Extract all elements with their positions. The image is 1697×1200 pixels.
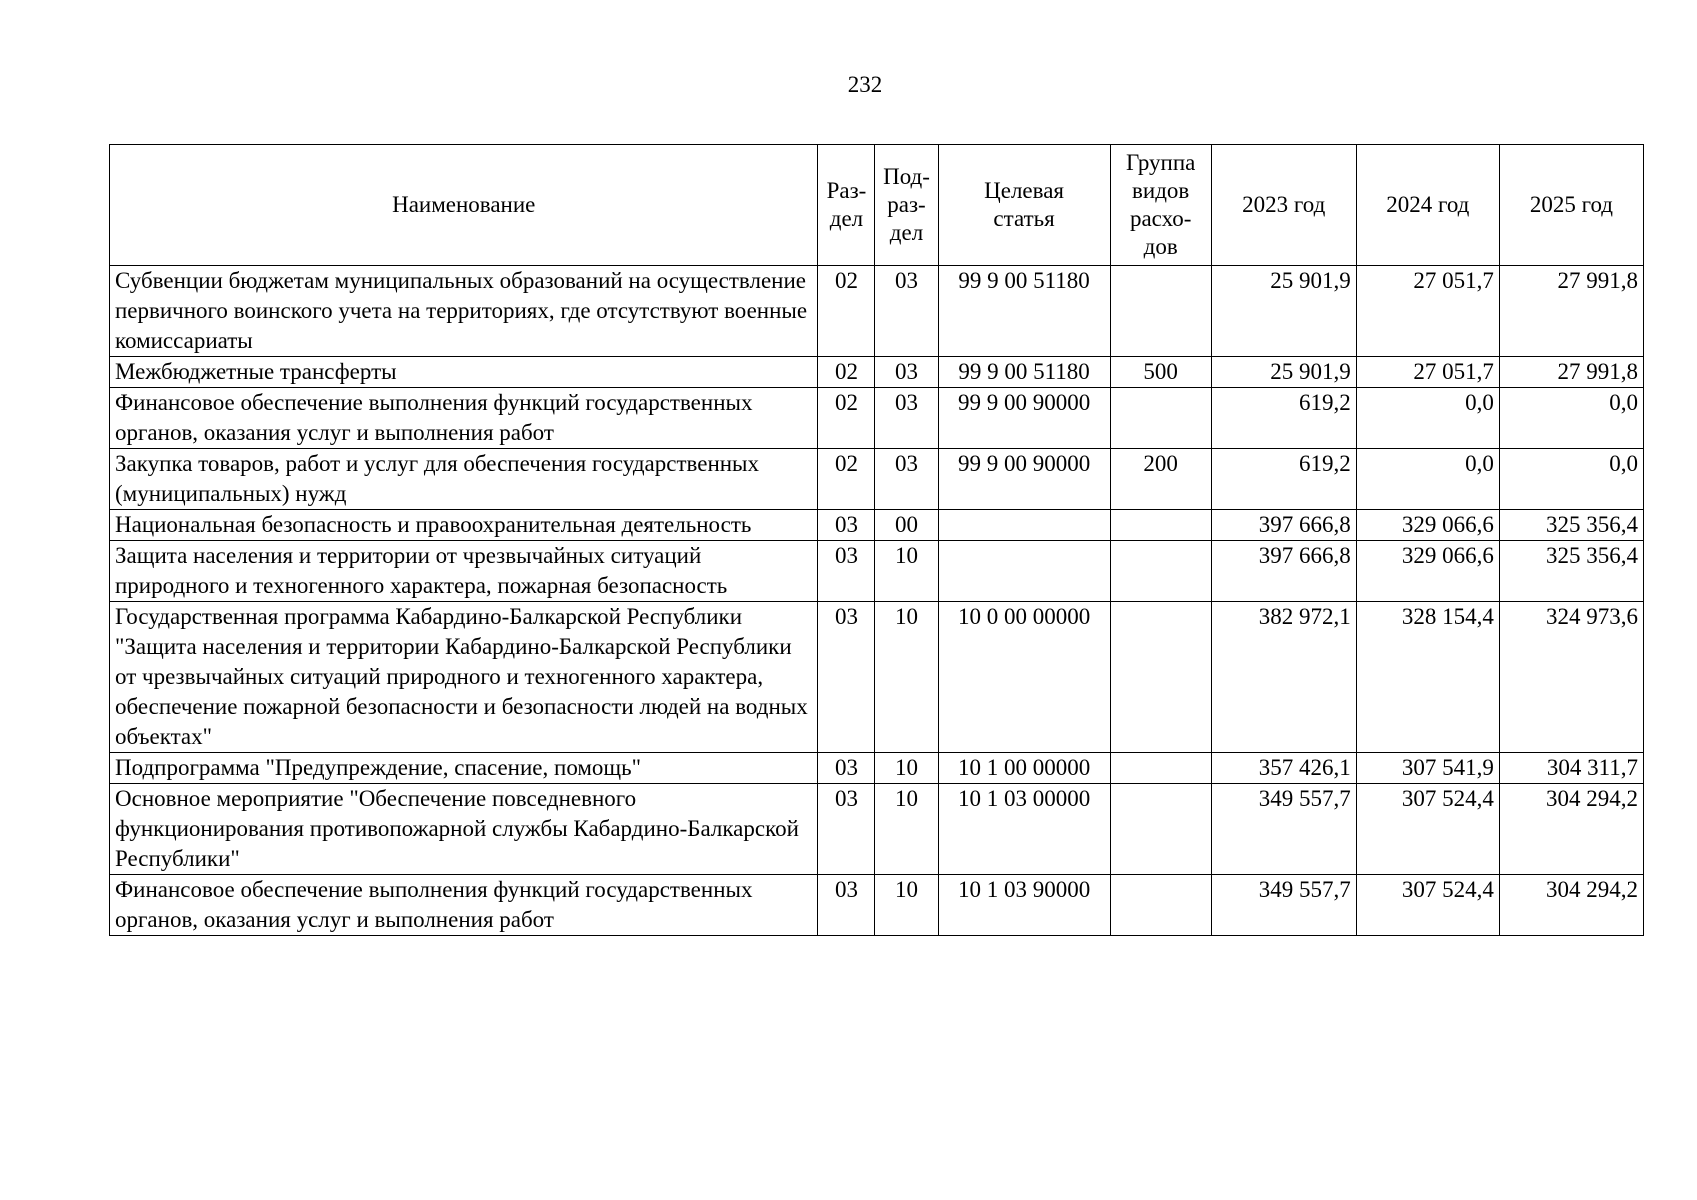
row-podrazdel: 10 xyxy=(875,602,938,753)
row-podrazdel: 03 xyxy=(875,449,938,510)
row-2024: 329 066,6 xyxy=(1356,510,1499,541)
table-row xyxy=(110,602,1644,753)
header-2023: 2023 год xyxy=(1211,145,1356,266)
row-razdel: 03 xyxy=(818,541,875,602)
row-group: 500 xyxy=(1110,357,1211,388)
row-name: Национальная безопасность и правоохранительная деятельность xyxy=(110,510,818,541)
row-2024: 307 524,4 xyxy=(1356,784,1499,875)
row-2025: 304 311,7 xyxy=(1499,753,1643,784)
row-2023: 397 666,8 xyxy=(1211,510,1356,541)
row-group xyxy=(1110,541,1211,602)
row-podrazdel: 03 xyxy=(875,266,938,357)
row-2023: 349 557,7 xyxy=(1211,784,1356,875)
table-row xyxy=(110,266,1644,357)
row-group xyxy=(1110,266,1211,357)
row-name: Основное мероприятие "Обеспечение повседневного функционирования противопожарной службы Кабардино-Балкарской Республики" xyxy=(110,784,818,875)
row-2025: 324 973,6 xyxy=(1499,602,1643,753)
table-row xyxy=(110,875,1644,936)
header-2025: 2025 год xyxy=(1499,145,1643,266)
row-target: 10 1 03 00000 xyxy=(938,784,1110,875)
row-podrazdel: 10 xyxy=(875,541,938,602)
row-target: 99 9 00 51180 xyxy=(938,266,1110,357)
table-row xyxy=(110,784,1644,875)
row-podrazdel: 10 xyxy=(875,784,938,875)
row-2025: 0,0 xyxy=(1499,449,1643,510)
row-name: Закупка товаров, работ и услуг для обеспечения государственных (муниципальных) нужд xyxy=(110,449,818,510)
row-razdel: 02 xyxy=(818,357,875,388)
row-target: 10 1 00 00000 xyxy=(938,753,1110,784)
row-name: Государственная программа Кабардино-Балкарской Республики "Защита населения и территории Кабардино-Балкарской Республики от чрезвычайных ситуаций природного и техногенного характера, обеспечение пожарной безопасности и безопасности людей на водных объектах" xyxy=(110,602,818,753)
row-2023: 349 557,7 xyxy=(1211,875,1356,936)
table-row xyxy=(110,541,1644,602)
row-podrazdel: 03 xyxy=(875,388,938,449)
header-target: Целевая статья xyxy=(938,145,1110,266)
row-2024: 0,0 xyxy=(1356,388,1499,449)
header-razdel: Раз- дел xyxy=(818,145,875,266)
row-2024: 27 051,7 xyxy=(1356,266,1499,357)
row-name: Подпрограмма "Предупреждение, спасение, помощь" xyxy=(110,753,818,784)
row-2023: 357 426,1 xyxy=(1211,753,1356,784)
row-razdel: 02 xyxy=(818,266,875,357)
table-row xyxy=(110,357,1644,388)
row-razdel: 03 xyxy=(818,602,875,753)
page-number: 232 xyxy=(847,72,883,97)
row-razdel: 03 xyxy=(818,875,875,936)
row-name: Финансовое обеспечение выполнения функций государственных органов, оказания услуг и выполнения работ xyxy=(110,388,818,449)
row-2024: 328 154,4 xyxy=(1356,602,1499,753)
table-row xyxy=(110,449,1644,510)
row-2024: 27 051,7 xyxy=(1356,357,1499,388)
header-row xyxy=(110,145,1644,266)
header-group: Группа видов расхо- дов xyxy=(1110,145,1211,266)
row-2024: 307 541,9 xyxy=(1356,753,1499,784)
row-group xyxy=(1110,602,1211,753)
row-group xyxy=(1110,388,1211,449)
row-2023: 25 901,9 xyxy=(1211,266,1356,357)
row-razdel: 03 xyxy=(818,510,875,541)
row-razdel: 02 xyxy=(818,388,875,449)
table-body xyxy=(110,266,1644,936)
row-name: Финансовое обеспечение выполнения функций государственных органов, оказания услуг и выполнения работ xyxy=(110,875,818,936)
row-2025: 304 294,2 xyxy=(1499,875,1643,936)
header-podrazdel: Под- раз- дел xyxy=(875,145,938,266)
row-group xyxy=(1110,753,1211,784)
row-razdel: 03 xyxy=(818,753,875,784)
row-group xyxy=(1110,784,1211,875)
row-2023: 619,2 xyxy=(1211,388,1356,449)
row-2024: 329 066,6 xyxy=(1356,541,1499,602)
row-target: 99 9 00 51180 xyxy=(938,357,1110,388)
row-target: 99 9 00 90000 xyxy=(938,449,1110,510)
row-target: 99 9 00 90000 xyxy=(938,388,1110,449)
row-target: 10 0 00 00000 xyxy=(938,602,1110,753)
row-2023: 619,2 xyxy=(1211,449,1356,510)
row-2024: 0,0 xyxy=(1356,449,1499,510)
row-2025: 325 356,4 xyxy=(1499,510,1643,541)
row-2025: 0,0 xyxy=(1499,388,1643,449)
header-name: Наименование xyxy=(110,145,818,266)
row-group: 200 xyxy=(1110,449,1211,510)
row-podrazdel: 10 xyxy=(875,875,938,936)
row-target xyxy=(938,510,1110,541)
table-row xyxy=(110,753,1644,784)
row-2025: 27 991,8 xyxy=(1499,357,1643,388)
row-podrazdel: 00 xyxy=(875,510,938,541)
row-name: Защита населения и территории от чрезвычайных ситуаций природного и техногенного характера, пожарная безопасность xyxy=(110,541,818,602)
row-podrazdel: 10 xyxy=(875,753,938,784)
row-2024: 307 524,4 xyxy=(1356,875,1499,936)
table-row xyxy=(110,510,1644,541)
row-group xyxy=(1110,875,1211,936)
row-2025: 304 294,2 xyxy=(1499,784,1643,875)
row-2025: 27 991,8 xyxy=(1499,266,1643,357)
row-2023: 397 666,8 xyxy=(1211,541,1356,602)
row-razdel: 02 xyxy=(818,449,875,510)
row-2023: 25 901,9 xyxy=(1211,357,1356,388)
row-target xyxy=(938,541,1110,602)
row-podrazdel: 03 xyxy=(875,357,938,388)
row-razdel: 03 xyxy=(818,784,875,875)
row-2023: 382 972,1 xyxy=(1211,602,1356,753)
row-name: Межбюджетные трансферты xyxy=(110,357,818,388)
header-2024: 2024 год xyxy=(1356,145,1499,266)
table-row xyxy=(110,388,1644,449)
budget-table xyxy=(109,144,1644,936)
row-group xyxy=(1110,510,1211,541)
row-name: Субвенции бюджетам муниципальных образований на осуществление первичного воинского учета на территориях, где отсутствуют военные комиссариаты xyxy=(110,266,818,357)
row-2025: 325 356,4 xyxy=(1499,541,1643,602)
table-header xyxy=(110,145,1644,266)
row-target: 10 1 03 90000 xyxy=(938,875,1110,936)
